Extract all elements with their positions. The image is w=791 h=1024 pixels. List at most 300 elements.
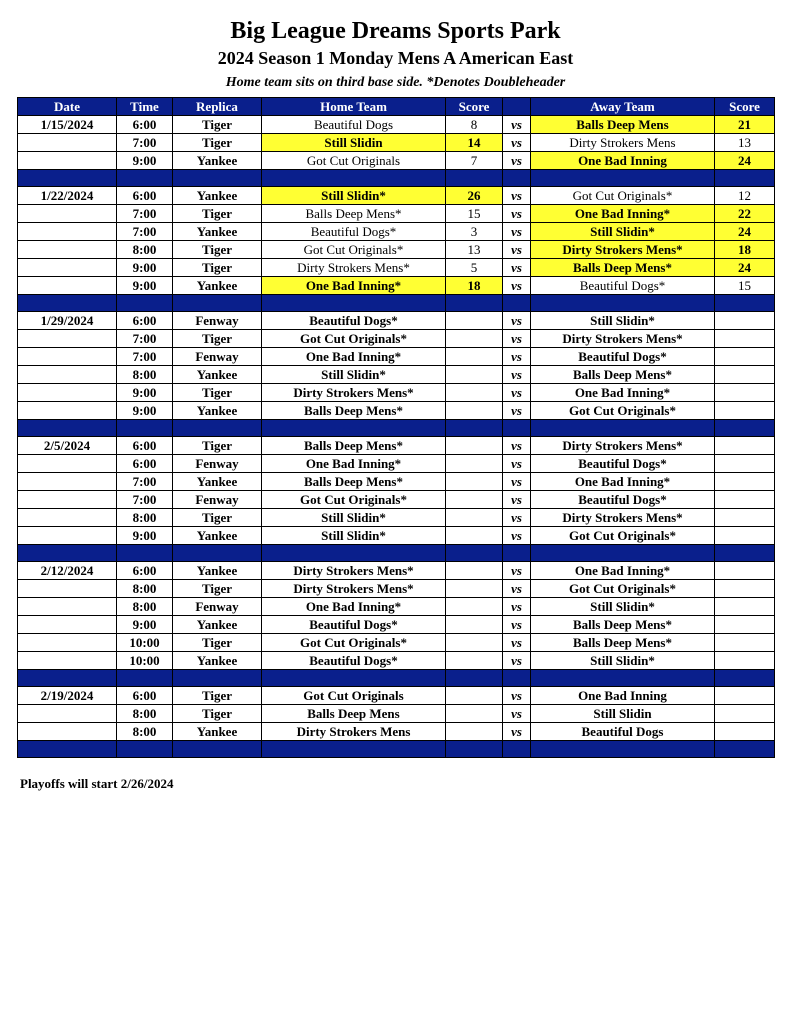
game-time: 6:00 bbox=[117, 437, 173, 455]
col-header-away-team: Away Team bbox=[531, 98, 715, 116]
separator-cell bbox=[18, 741, 117, 758]
separator-cell bbox=[531, 295, 715, 312]
home-score bbox=[446, 634, 503, 652]
vs-label: vs bbox=[503, 455, 531, 473]
table-row bbox=[18, 116, 775, 134]
game-field: Fenway bbox=[173, 312, 262, 330]
vs-label: vs bbox=[503, 634, 531, 652]
table-row bbox=[18, 437, 775, 455]
game-time: 9:00 bbox=[117, 384, 173, 402]
separator-cell bbox=[173, 670, 262, 687]
game-date bbox=[18, 259, 117, 277]
home-score bbox=[446, 527, 503, 545]
away-score bbox=[715, 384, 775, 402]
separator-cell bbox=[262, 741, 446, 758]
separator-cell bbox=[173, 170, 262, 187]
away-team: Got Cut Originals* bbox=[531, 580, 715, 598]
separator-cell bbox=[446, 545, 503, 562]
game-time: 7:00 bbox=[117, 330, 173, 348]
separator-cell bbox=[117, 545, 173, 562]
game-field: Yankee bbox=[173, 277, 262, 295]
game-date bbox=[18, 723, 117, 741]
home-team: Still Slidin* bbox=[262, 527, 446, 545]
game-date bbox=[18, 348, 117, 366]
home-team: Dirty Strokers Mens* bbox=[262, 259, 446, 277]
schedule-body bbox=[18, 116, 775, 758]
separator-cell bbox=[503, 545, 531, 562]
separator-cell bbox=[446, 420, 503, 437]
table-row bbox=[18, 223, 775, 241]
table-row bbox=[18, 562, 775, 580]
game-date: 1/15/2024 bbox=[18, 116, 117, 134]
game-time: 6:00 bbox=[117, 116, 173, 134]
away-team: One Bad Inning bbox=[531, 152, 715, 170]
away-team: Balls Deep Mens* bbox=[531, 616, 715, 634]
home-team: Got Cut Originals bbox=[262, 152, 446, 170]
home-team: Balls Deep Mens* bbox=[262, 437, 446, 455]
game-field: Yankee bbox=[173, 527, 262, 545]
game-time: 9:00 bbox=[117, 152, 173, 170]
game-time: 6:00 bbox=[117, 312, 173, 330]
game-field: Yankee bbox=[173, 652, 262, 670]
separator-cell bbox=[117, 170, 173, 187]
vs-label: vs bbox=[503, 116, 531, 134]
separator-cell bbox=[503, 670, 531, 687]
game-time: 8:00 bbox=[117, 580, 173, 598]
home-score: 18 bbox=[446, 277, 503, 295]
game-field: Yankee bbox=[173, 562, 262, 580]
home-score bbox=[446, 473, 503, 491]
game-date bbox=[18, 152, 117, 170]
game-field: Tiger bbox=[173, 634, 262, 652]
away-score bbox=[715, 723, 775, 741]
away-score: 22 bbox=[715, 205, 775, 223]
separator-cell bbox=[173, 420, 262, 437]
separator-cell bbox=[117, 420, 173, 437]
playoffs-note: Playoffs will start 2/26/2024 bbox=[20, 776, 174, 791]
separator-cell bbox=[531, 670, 715, 687]
vs-label: vs bbox=[503, 473, 531, 491]
home-team: Got Cut Originals* bbox=[262, 241, 446, 259]
col-header-time: Time bbox=[117, 98, 173, 116]
vs-label: vs bbox=[503, 562, 531, 580]
week-separator bbox=[18, 420, 775, 437]
home-team: One Bad Inning* bbox=[262, 455, 446, 473]
separator-cell bbox=[715, 420, 775, 437]
table-row bbox=[18, 277, 775, 295]
away-score bbox=[715, 437, 775, 455]
table-row bbox=[18, 348, 775, 366]
separator-cell bbox=[715, 295, 775, 312]
game-field: Tiger bbox=[173, 705, 262, 723]
away-team: Still Slidin* bbox=[531, 223, 715, 241]
home-score: 15 bbox=[446, 205, 503, 223]
table-row bbox=[18, 134, 775, 152]
separator-cell bbox=[531, 420, 715, 437]
away-score bbox=[715, 705, 775, 723]
vs-label: vs bbox=[503, 580, 531, 598]
away-score bbox=[715, 562, 775, 580]
separator-cell bbox=[446, 170, 503, 187]
game-time: 8:00 bbox=[117, 598, 173, 616]
away-score: 21 bbox=[715, 116, 775, 134]
game-time: 8:00 bbox=[117, 241, 173, 259]
away-team: Beautiful Dogs bbox=[531, 723, 715, 741]
home-score bbox=[446, 598, 503, 616]
vs-label: vs bbox=[503, 348, 531, 366]
table-row bbox=[18, 580, 775, 598]
week-separator bbox=[18, 741, 775, 758]
separator-cell bbox=[18, 420, 117, 437]
home-team: Dirty Strokers Mens* bbox=[262, 580, 446, 598]
game-field: Yankee bbox=[173, 152, 262, 170]
game-field: Tiger bbox=[173, 241, 262, 259]
game-date bbox=[18, 134, 117, 152]
separator-cell bbox=[262, 170, 446, 187]
table-row bbox=[18, 616, 775, 634]
away-score: 12 bbox=[715, 187, 775, 205]
game-date bbox=[18, 616, 117, 634]
vs-label: vs bbox=[503, 616, 531, 634]
away-score bbox=[715, 509, 775, 527]
vs-label: vs bbox=[503, 527, 531, 545]
home-team: One Bad Inning* bbox=[262, 277, 446, 295]
game-time: 8:00 bbox=[117, 509, 173, 527]
separator-cell bbox=[715, 545, 775, 562]
week-separator bbox=[18, 170, 775, 187]
game-time: 9:00 bbox=[117, 527, 173, 545]
game-time: 7:00 bbox=[117, 473, 173, 491]
game-field: Yankee bbox=[173, 616, 262, 634]
separator-cell bbox=[117, 670, 173, 687]
col-header-vs bbox=[503, 98, 531, 116]
separator-cell bbox=[446, 741, 503, 758]
game-field: Fenway bbox=[173, 491, 262, 509]
game-field: Tiger bbox=[173, 580, 262, 598]
table-row bbox=[18, 598, 775, 616]
game-field: Yankee bbox=[173, 723, 262, 741]
separator-cell bbox=[18, 670, 117, 687]
game-field: Yankee bbox=[173, 223, 262, 241]
vs-label: vs bbox=[503, 312, 531, 330]
away-team: Balls Deep Mens bbox=[531, 116, 715, 134]
game-time: 8:00 bbox=[117, 723, 173, 741]
vs-label: vs bbox=[503, 384, 531, 402]
vs-label: vs bbox=[503, 687, 531, 705]
separator-cell bbox=[531, 545, 715, 562]
season-subtitle: 2024 Season 1 Monday Mens A American East bbox=[217, 48, 574, 68]
week-separator bbox=[18, 295, 775, 312]
separator-cell bbox=[503, 170, 531, 187]
away-team: Dirty Strokers Mens bbox=[531, 134, 715, 152]
game-date: 2/12/2024 bbox=[18, 562, 117, 580]
vs-label: vs bbox=[503, 509, 531, 527]
vs-label: vs bbox=[503, 598, 531, 616]
away-score bbox=[715, 616, 775, 634]
table-row bbox=[18, 259, 775, 277]
game-date bbox=[18, 366, 117, 384]
home-score bbox=[446, 616, 503, 634]
game-date bbox=[18, 455, 117, 473]
away-score bbox=[715, 580, 775, 598]
game-time: 6:00 bbox=[117, 455, 173, 473]
away-team: One Bad Inning* bbox=[531, 473, 715, 491]
separator-cell bbox=[446, 295, 503, 312]
home-score: 13 bbox=[446, 241, 503, 259]
home-score: 3 bbox=[446, 223, 503, 241]
separator-cell bbox=[715, 741, 775, 758]
away-score bbox=[715, 491, 775, 509]
game-time: 7:00 bbox=[117, 134, 173, 152]
game-time: 6:00 bbox=[117, 687, 173, 705]
home-score bbox=[446, 384, 503, 402]
away-score: 24 bbox=[715, 223, 775, 241]
game-time: 7:00 bbox=[117, 491, 173, 509]
away-team: Balls Deep Mens* bbox=[531, 366, 715, 384]
away-team: Still Slidin bbox=[531, 705, 715, 723]
game-field: Tiger bbox=[173, 259, 262, 277]
vs-label: vs bbox=[503, 652, 531, 670]
game-time: 9:00 bbox=[117, 616, 173, 634]
game-date bbox=[18, 473, 117, 491]
away-score bbox=[715, 455, 775, 473]
away-team: Balls Deep Mens* bbox=[531, 259, 715, 277]
away-team: Beautiful Dogs* bbox=[531, 455, 715, 473]
home-team: Beautiful Dogs bbox=[262, 116, 446, 134]
away-team: Dirty Strokers Mens* bbox=[531, 437, 715, 455]
away-team: Still Slidin* bbox=[531, 598, 715, 616]
home-team: Still Slidin bbox=[262, 134, 446, 152]
game-field: Fenway bbox=[173, 455, 262, 473]
game-time: 7:00 bbox=[117, 223, 173, 241]
away-team: One Bad Inning* bbox=[531, 562, 715, 580]
home-score bbox=[446, 652, 503, 670]
vs-label: vs bbox=[503, 402, 531, 420]
away-team: Balls Deep Mens* bbox=[531, 634, 715, 652]
away-team: Beautiful Dogs* bbox=[531, 491, 715, 509]
separator-cell bbox=[18, 170, 117, 187]
home-score: 7 bbox=[446, 152, 503, 170]
home-team: Beautiful Dogs* bbox=[262, 312, 446, 330]
table-row bbox=[18, 509, 775, 527]
schedule-note: Home team sits on third base side. *Denotes Doubleheader bbox=[225, 75, 566, 90]
game-date bbox=[18, 652, 117, 670]
game-field: Tiger bbox=[173, 437, 262, 455]
vs-label: vs bbox=[503, 241, 531, 259]
away-team: One Bad Inning* bbox=[531, 384, 715, 402]
home-team: Balls Deep Mens* bbox=[262, 473, 446, 491]
home-team: One Bad Inning* bbox=[262, 598, 446, 616]
park-title: Big League Dreams Sports Park bbox=[230, 18, 561, 44]
game-date bbox=[18, 580, 117, 598]
home-score: 14 bbox=[446, 134, 503, 152]
home-score: 5 bbox=[446, 259, 503, 277]
away-score bbox=[715, 402, 775, 420]
away-team: Still Slidin* bbox=[531, 652, 715, 670]
game-date bbox=[18, 634, 117, 652]
vs-label: vs bbox=[503, 205, 531, 223]
game-field: Fenway bbox=[173, 598, 262, 616]
away-score: 24 bbox=[715, 152, 775, 170]
away-team: Dirty Strokers Mens* bbox=[531, 241, 715, 259]
game-field: Tiger bbox=[173, 330, 262, 348]
table-row bbox=[18, 687, 775, 705]
table-row bbox=[18, 652, 775, 670]
separator-cell bbox=[173, 741, 262, 758]
separator-cell bbox=[18, 545, 117, 562]
away-team: Still Slidin* bbox=[531, 312, 715, 330]
col-header-home-team: Home Team bbox=[262, 98, 446, 116]
away-score: 18 bbox=[715, 241, 775, 259]
game-date bbox=[18, 277, 117, 295]
game-field: Tiger bbox=[173, 384, 262, 402]
game-date: 1/29/2024 bbox=[18, 312, 117, 330]
week-separator bbox=[18, 670, 775, 687]
table-header-row bbox=[18, 98, 775, 116]
vs-label: vs bbox=[503, 259, 531, 277]
away-team: Got Cut Originals* bbox=[531, 187, 715, 205]
vs-label: vs bbox=[503, 134, 531, 152]
game-time: 9:00 bbox=[117, 402, 173, 420]
table-row bbox=[18, 723, 775, 741]
game-date bbox=[18, 205, 117, 223]
away-score bbox=[715, 330, 775, 348]
away-team: Got Cut Originals* bbox=[531, 402, 715, 420]
away-score bbox=[715, 634, 775, 652]
table-row bbox=[18, 384, 775, 402]
table-row bbox=[18, 312, 775, 330]
away-score: 15 bbox=[715, 277, 775, 295]
away-score bbox=[715, 652, 775, 670]
col-header-date: Date bbox=[18, 98, 117, 116]
home-team: Still Slidin* bbox=[262, 187, 446, 205]
game-time: 10:00 bbox=[117, 634, 173, 652]
home-score bbox=[446, 562, 503, 580]
separator-cell bbox=[262, 670, 446, 687]
game-date bbox=[18, 491, 117, 509]
home-score bbox=[446, 348, 503, 366]
week-separator bbox=[18, 545, 775, 562]
separator-cell bbox=[503, 741, 531, 758]
home-score bbox=[446, 330, 503, 348]
game-time: 8:00 bbox=[117, 366, 173, 384]
vs-label: vs bbox=[503, 152, 531, 170]
home-score bbox=[446, 687, 503, 705]
separator-cell bbox=[446, 670, 503, 687]
away-score bbox=[715, 598, 775, 616]
home-score: 8 bbox=[446, 116, 503, 134]
vs-label: vs bbox=[503, 223, 531, 241]
home-team: Dirty Strokers Mens bbox=[262, 723, 446, 741]
vs-label: vs bbox=[503, 277, 531, 295]
home-score bbox=[446, 437, 503, 455]
game-field: Fenway bbox=[173, 348, 262, 366]
game-field: Tiger bbox=[173, 134, 262, 152]
game-date bbox=[18, 527, 117, 545]
vs-label: vs bbox=[503, 705, 531, 723]
separator-cell bbox=[117, 295, 173, 312]
away-score bbox=[715, 687, 775, 705]
home-team: Got Cut Originals* bbox=[262, 634, 446, 652]
home-team: Dirty Strokers Mens* bbox=[262, 384, 446, 402]
separator-cell bbox=[262, 295, 446, 312]
game-field: Yankee bbox=[173, 187, 262, 205]
game-field: Yankee bbox=[173, 402, 262, 420]
home-score bbox=[446, 366, 503, 384]
game-time: 9:00 bbox=[117, 277, 173, 295]
away-score: 13 bbox=[715, 134, 775, 152]
away-team: Beautiful Dogs* bbox=[531, 348, 715, 366]
away-team: One Bad Inning bbox=[531, 687, 715, 705]
home-team: Balls Deep Mens bbox=[262, 705, 446, 723]
game-date bbox=[18, 402, 117, 420]
separator-cell bbox=[173, 545, 262, 562]
table-row bbox=[18, 705, 775, 723]
separator-cell bbox=[503, 420, 531, 437]
home-score bbox=[446, 580, 503, 598]
away-team: Beautiful Dogs* bbox=[531, 277, 715, 295]
separator-cell bbox=[503, 295, 531, 312]
vs-label: vs bbox=[503, 723, 531, 741]
home-score bbox=[446, 455, 503, 473]
away-score bbox=[715, 312, 775, 330]
table-row bbox=[18, 473, 775, 491]
game-time: 6:00 bbox=[117, 187, 173, 205]
home-team: Beautiful Dogs* bbox=[262, 616, 446, 634]
separator-cell bbox=[715, 170, 775, 187]
home-team: Got Cut Originals bbox=[262, 687, 446, 705]
home-team: Dirty Strokers Mens* bbox=[262, 562, 446, 580]
separator-cell bbox=[18, 295, 117, 312]
home-score bbox=[446, 491, 503, 509]
table-row bbox=[18, 152, 775, 170]
table-row bbox=[18, 187, 775, 205]
game-date bbox=[18, 330, 117, 348]
vs-label: vs bbox=[503, 437, 531, 455]
home-team: Beautiful Dogs* bbox=[262, 223, 446, 241]
table-row bbox=[18, 527, 775, 545]
away-score bbox=[715, 348, 775, 366]
table-row bbox=[18, 241, 775, 259]
col-header-replica: Replica bbox=[173, 98, 262, 116]
home-team: Got Cut Originals* bbox=[262, 491, 446, 509]
separator-cell bbox=[531, 170, 715, 187]
vs-label: vs bbox=[503, 330, 531, 348]
away-score: 24 bbox=[715, 259, 775, 277]
vs-label: vs bbox=[503, 366, 531, 384]
game-date bbox=[18, 509, 117, 527]
table-row bbox=[18, 330, 775, 348]
game-time: 10:00 bbox=[117, 652, 173, 670]
col-header-away-score: Score bbox=[715, 98, 775, 116]
game-date bbox=[18, 598, 117, 616]
schedule-table bbox=[17, 97, 775, 758]
game-field: Yankee bbox=[173, 366, 262, 384]
table-row bbox=[18, 402, 775, 420]
game-time: 8:00 bbox=[117, 705, 173, 723]
game-time: 7:00 bbox=[117, 205, 173, 223]
game-date: 2/19/2024 bbox=[18, 687, 117, 705]
away-team: Dirty Strokers Mens* bbox=[531, 330, 715, 348]
away-team: Got Cut Originals* bbox=[531, 527, 715, 545]
game-date bbox=[18, 384, 117, 402]
col-header-home-score: Score bbox=[446, 98, 503, 116]
game-date bbox=[18, 223, 117, 241]
home-team: Got Cut Originals* bbox=[262, 330, 446, 348]
game-time: 9:00 bbox=[117, 259, 173, 277]
home-score bbox=[446, 723, 503, 741]
separator-cell bbox=[715, 670, 775, 687]
